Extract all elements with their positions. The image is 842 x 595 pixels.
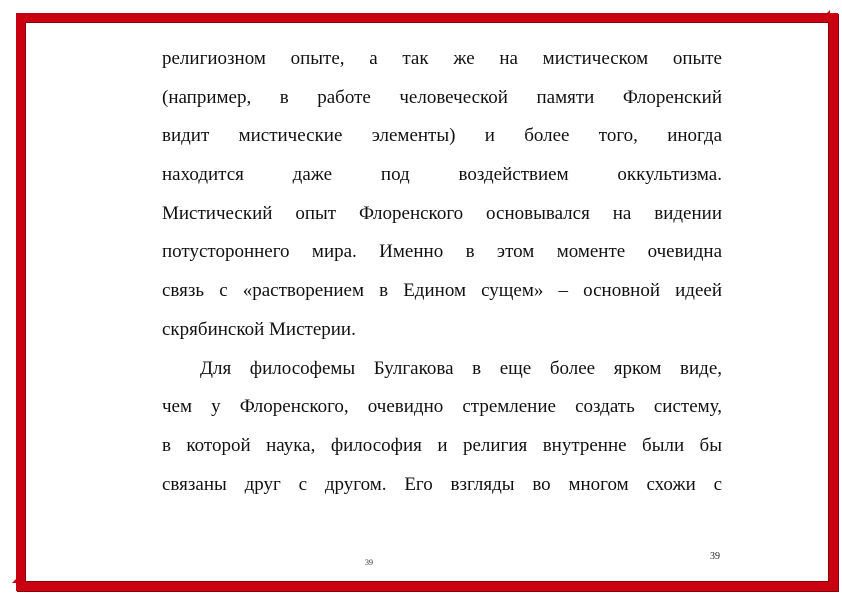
frame-corner-bevel (822, 10, 830, 18)
text-line: Для философемы Булгакова в еще более ярком виде, (200, 357, 722, 379)
text-line: в которой наука, философия и религия внутренне были бы (162, 434, 722, 456)
text-line: находится даже под воздействием оккультизма. (162, 164, 722, 186)
text-line: потустороннего мира. Именно в этом моменте очевидна (162, 241, 722, 263)
text-line: связаны друг с другом. Его взгляды во многом схожи с (162, 473, 722, 495)
body-text (162, 40, 722, 504)
text-line: (например, в работе человеческой памяти Флоренский (162, 86, 722, 108)
text-line: чем у Флоренского, очевидно стремление создать систему, (162, 396, 722, 418)
text-line: религиозном опыте, а так же на мистическом опыте (162, 48, 722, 69)
page-number-footer: 39 (365, 558, 373, 567)
text-line: связь с «растворением в Едином сущем» – основной идеей (162, 280, 722, 302)
text-line: видит мистические элементы) и более того, иногда (162, 125, 722, 147)
page-number: 39 (710, 551, 720, 562)
text-line: скрябинской Мистерии. (162, 318, 356, 340)
text-line: Мистический опыт Флоренского основывался на видении (162, 202, 722, 224)
frame-corner-bevel-bottom (12, 575, 20, 583)
